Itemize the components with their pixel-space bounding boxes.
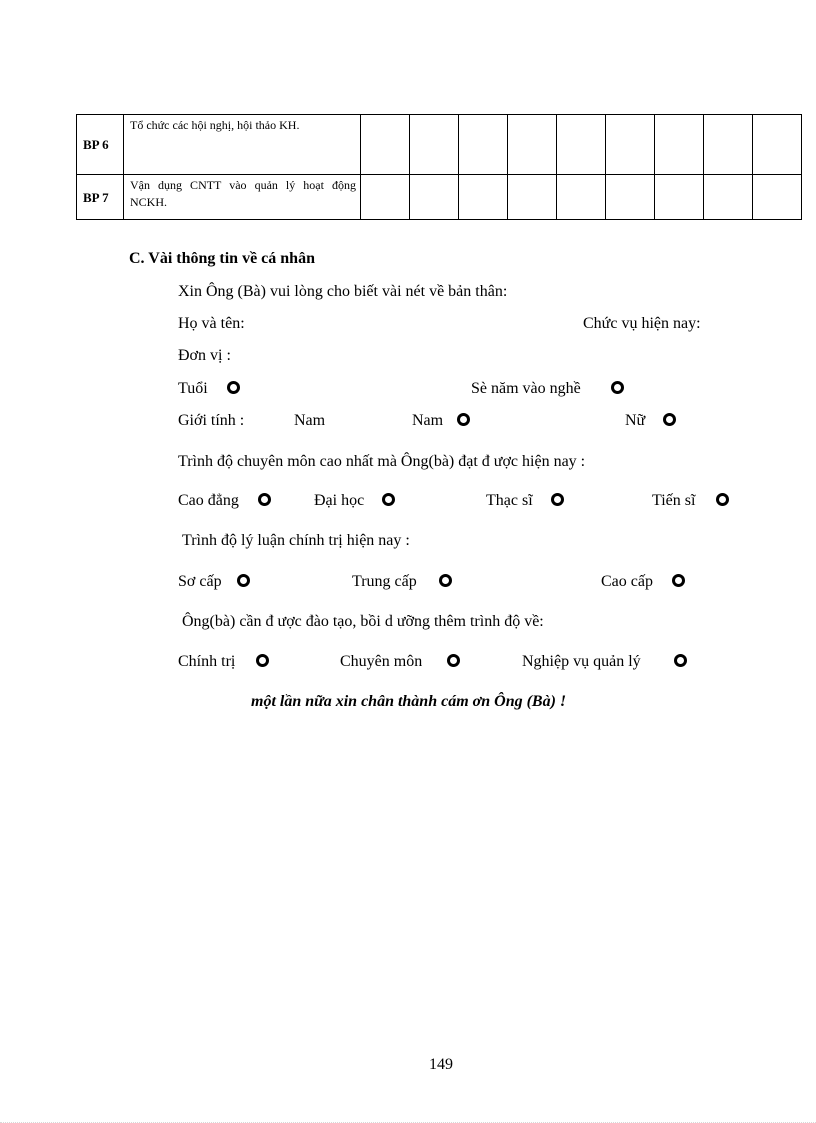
unit-label: Đơn vị : (178, 347, 231, 364)
age-radio[interactable] (227, 381, 240, 394)
rating-cell[interactable] (606, 175, 655, 220)
rating-cell[interactable] (508, 115, 557, 175)
age-label: Tuổi (178, 380, 208, 397)
position-label: Chức vụ hiện nay: (583, 315, 701, 332)
qualification-radio[interactable] (382, 493, 395, 506)
rating-cell[interactable] (361, 115, 410, 175)
political-label: Sơ cấp (178, 573, 222, 590)
male-radio[interactable] (457, 413, 470, 426)
table-row (77, 175, 802, 220)
training-radio[interactable] (256, 654, 269, 667)
intro-text: Xin Ông (Bà) vui lòng cho biết vài nét về bản thân: (178, 283, 508, 300)
training-radio[interactable] (447, 654, 460, 667)
qualification-label: Thạc sĩ (486, 492, 533, 509)
female-radio[interactable] (663, 413, 676, 426)
table-row (77, 115, 802, 175)
female-label: Nữ (625, 412, 646, 429)
row-code: BP 7 (77, 175, 124, 220)
qualification-label: Cao đẳng (178, 492, 239, 509)
years-label: Sè năm vào nghề (471, 380, 581, 397)
rating-cell[interactable] (508, 175, 557, 220)
rating-cell[interactable] (655, 115, 704, 175)
rating-cell[interactable] (704, 175, 753, 220)
training-label: Chuyên môn (340, 653, 423, 670)
qualification-label: Đại học (314, 492, 365, 509)
political-question: Trình độ lý luận chính trị hiện nay : (182, 532, 410, 549)
row-description: Tổ chức các hội nghị, hội thảo KH. (124, 115, 361, 175)
gender-extra-text: Nam (294, 412, 326, 429)
row-description: Vận dụng CNTT vào quản lý hoạt động NCKH. (124, 175, 361, 220)
qualification-radio[interactable] (551, 493, 564, 506)
rating-cell[interactable] (606, 115, 655, 175)
rating-cell[interactable] (410, 175, 459, 220)
years-radio[interactable] (611, 381, 624, 394)
name-label: Họ và tên: (178, 315, 245, 332)
row-code: BP 6 (77, 115, 124, 175)
training-radio[interactable] (674, 654, 687, 667)
qualification-radio[interactable] (258, 493, 271, 506)
page-number: 149 (429, 1056, 453, 1073)
training-label: Chính trị (178, 653, 236, 670)
political-radio[interactable] (672, 574, 685, 587)
political-radio[interactable] (439, 574, 452, 587)
rating-cell[interactable] (704, 115, 753, 175)
rating-cell[interactable] (753, 115, 802, 175)
political-radio[interactable] (237, 574, 250, 587)
rating-cell[interactable] (410, 115, 459, 175)
rating-cell[interactable] (753, 175, 802, 220)
rating-cell[interactable] (459, 175, 508, 220)
rating-cell[interactable] (459, 115, 508, 175)
training-label: Nghiệp vụ quản lý (522, 653, 641, 670)
training-question: Ông(bà) cần đ ược đào tạo, bồi d ưỡng thêm trình độ về: (182, 613, 544, 630)
rating-cell[interactable] (655, 175, 704, 220)
rating-cell[interactable] (361, 175, 410, 220)
evaluation-table (76, 114, 802, 220)
qualification-radio[interactable] (716, 493, 729, 506)
section-title: C. Vài thông tin về cá nhân (129, 250, 315, 267)
political-label: Trung cấp (352, 573, 417, 590)
rating-cell[interactable] (557, 175, 606, 220)
qualification-label: Tiến sĩ (652, 492, 696, 509)
qualification-question: Trình độ chuyên môn cao nhất mà Ông(bà) đạt đ ược hiện nay : (178, 453, 586, 470)
thanks-text: một lần nữa xin chân thành cám ơn Ông (Bà) ! (251, 693, 567, 710)
political-label: Cao cấp (601, 573, 653, 590)
rating-cell[interactable] (557, 115, 606, 175)
male-label: Nam (412, 412, 444, 429)
gender-label: Giới tính : (178, 412, 245, 429)
